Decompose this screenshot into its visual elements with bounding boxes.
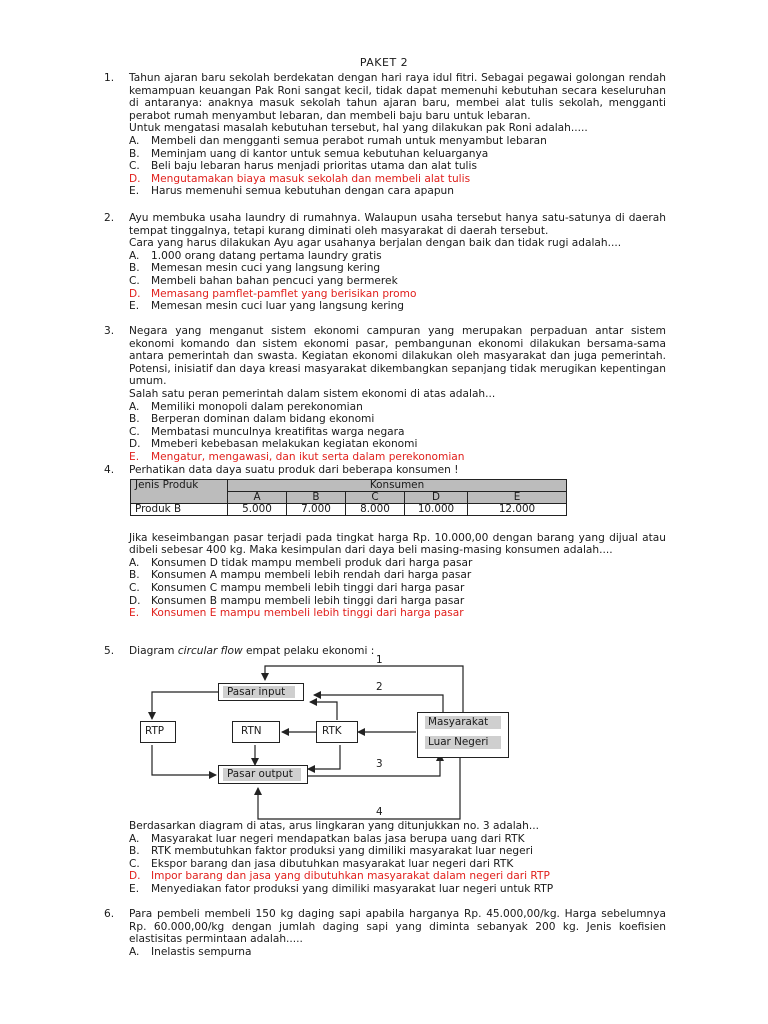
- table-header-a: A: [228, 491, 287, 503]
- pasar-output-box: Pasar output: [218, 765, 308, 784]
- option-a: A. 1.000 orang datang pertama laundry gratis: [129, 249, 382, 262]
- question-text: Negara yang menganut sistem ekonomi campuran yang merupakan perpaduan antar sistem ekonomi komando dan sistem ekonomi pasar, pembangunan ekonomi dilakukan bersama-sama antara pemerintah dan swasta. Kegiatan ekonomi dilakukan oleh masyarakat dan juga pemerintah. Potensi, inisiatif dan daya kreasi masyarakat dikembangkan sepanjang tidak merugikan kepentingan umum.: [129, 325, 666, 388]
- question-number: 2.: [104, 212, 115, 224]
- table-row: [131, 503, 567, 515]
- rtn-box: RTN: [232, 721, 280, 743]
- option-b: B. Berperan dominan dalam bidang ekonomi: [129, 413, 375, 426]
- option-c: C. Membatasi munculnya kreatifitas warga negara: [129, 425, 405, 438]
- option-b: B. Meminjam uang di kantor untuk semua kebutuhan keluarganya: [129, 147, 489, 160]
- option-a: A. Memiliki monopoli dalam perekonomian: [129, 400, 363, 413]
- options-list: [129, 833, 666, 896]
- option-d-answer: D. Mengutamakan biaya masuk sekolah dan membeli alat tulis: [129, 172, 471, 185]
- question-text: Para pembeli membeli 150 kg daging sapi apabila harganya Rp. 45.000,00/kg. Harga sebelumnya Rp. 60.000,00/kg dengan jumlah daging sapi yang diminta sebanyak 200 kg. Jenis koefisien elastisitas permintaan adalah.....: [129, 908, 666, 946]
- masyarakat-luar-negeri-box: Masyarakat Luar Negeri: [417, 712, 509, 758]
- option-c: C. Konsumen C mampu membeli lebih tinggi dari harga pasar: [129, 581, 465, 594]
- flow-number-3: 3: [376, 758, 383, 770]
- option-b: B. Memesan mesin cuci yang langsung kering: [129, 262, 381, 275]
- option-d-answer: D. Impor barang dan jasa yang dibutuhkan masyarakat dalam negeri dari RTP: [129, 870, 550, 883]
- table-cell: 8.000: [346, 503, 405, 515]
- option-a: A. Inelastis sempurna: [129, 945, 252, 958]
- option-d: D. Mmeberi kebebasan melakukan kegiatan ekonomi: [129, 438, 418, 451]
- option-b: B. Konsumen A mampu membeli lebih rendah dari harga pasar: [129, 569, 472, 582]
- option-a: A. Konsumen D tidak mampu membeli produk dari harga pasar: [129, 556, 473, 569]
- question-1: [104, 72, 666, 198]
- option-e-answer: E. Konsumen E mampu membeli lebih tinggi dari harga pasar: [129, 607, 464, 620]
- table-row-label: Produk B: [131, 503, 228, 515]
- option-e: E. Menyediakan fator produksi yang dimiliki masyarakat luar negeri untuk RTP: [129, 882, 554, 895]
- flow-number-2: 2: [376, 681, 383, 693]
- table-header-c: C: [346, 491, 405, 503]
- question-5-body: [104, 820, 666, 896]
- option-d-answer: D. Memasang pamflet-pamflet yang berisikan promo: [129, 287, 417, 300]
- question-number: 3.: [104, 325, 115, 337]
- table-header-product: Jenis Produk: [131, 479, 228, 503]
- option-c: C. Membeli bahan bahan pencuci yang bermerek: [129, 274, 398, 287]
- table-cell: 7.000: [287, 503, 346, 515]
- option-e-answer: E. Mengatur, mengawasi, dan ikut serta dalam perekonomian: [129, 450, 465, 463]
- question-prompt: Cara yang harus dilakukan Ayu agar usahanya berjalan dengan baik dan tidak rugi adalah....: [129, 237, 622, 250]
- option-e: E. Harus memenuhi semua kebutuhan dengan cara apapun: [129, 185, 454, 198]
- question-number: 6.: [104, 908, 115, 920]
- circular-flow-diagram: [130, 654, 530, 826]
- question-6: [104, 908, 666, 958]
- table-header-b: B: [287, 491, 346, 503]
- table-header-consumer: Konsumen: [228, 479, 567, 491]
- option-b: B. RTK membutuhkan faktor produksi yang dimiliki masyarakat luar negeri: [129, 845, 533, 858]
- table-header-d: D: [405, 491, 468, 503]
- question-text: Jika keseimbangan pasar terjadi pada tingkat harga Rp. 10.000,00 dengan barang yang dijual atau dibeli sebesar 400 kg. Maka kesimpulan dari daya beli masing-masing konsumen adalah....: [129, 531, 666, 557]
- rtk-box: RTK: [316, 721, 358, 743]
- question-text: Ayu membuka usaha laundry di rumahnya. Walaupun usaha tersebut hanya satu-satunya di daerah tempat tinggalnya, tetapi kurang diminati oleh masyarakat di daerah tersebut.: [129, 212, 666, 237]
- table-cell: 12.000: [468, 503, 567, 515]
- consumer-table: [130, 479, 567, 516]
- question-intro: Diagram circular flow empat pelaku ekonomi :: [129, 645, 375, 657]
- option-a: A. Masyarakat luar negeri mendapatkan balas jasa berupa uang dari RTK: [129, 832, 525, 845]
- option-e: E. Memesan mesin cuci luar yang langsung kering: [129, 300, 405, 313]
- question-intro: Perhatikan data daya suatu produk dari beberapa konsumen !: [129, 464, 459, 476]
- option-a: A. Membeli dan mengganti semua perabot rumah untuk menyambut lebaran: [129, 134, 547, 147]
- pasar-input-box: Pasar input: [218, 683, 304, 701]
- options-list: [129, 557, 666, 620]
- question-text: Tahun ajaran baru sekolah berdekatan dengan hari raya idul fitri. Sebagai pegawai golongan rendah kemampuan keuangan Pak Roni sangat kecil, tidak dapat memenuhi kebutuhan secara keseluruhan di antaranya: anaknya masuk sekolah tahun ajaran baru, membei alat tulis sekolah, mengganti perabot rumah menyambut lebaran, dan membeli baju baru untuk lebaran.: [129, 72, 666, 122]
- options-list: [129, 250, 666, 313]
- question-prompt: Salah satu peran pemerintah dalam sistem ekonomi di atas adalah...: [129, 387, 496, 400]
- table-header-e: E: [468, 491, 567, 503]
- page-title: PAKET 2: [359, 56, 409, 69]
- option-c: C. Beli baju lebaran harus menjadi prioritas utama dan alat tulis: [129, 160, 477, 173]
- options-list: [129, 401, 666, 464]
- flow-number-1: 1: [376, 654, 383, 666]
- question-2: [104, 212, 666, 313]
- flow-number-4: 4: [376, 806, 383, 818]
- options-list: [129, 135, 666, 198]
- table-cell: 5.000: [228, 503, 287, 515]
- option-d: D. Konsumen B mampu membeli lebih tinggi dari harga pasar: [129, 594, 465, 607]
- options-list: [129, 946, 666, 959]
- question-number: 1.: [104, 72, 115, 84]
- option-c: C. Ekspor barang dan jasa dibutuhkan masyarakat luar negeri dari RTK: [129, 857, 514, 870]
- rtp-box: RTP: [140, 721, 176, 743]
- question-prompt: Untuk mengatasi masalah kebutuhan tersebut, hal yang dilakukan pak Roni adalah.....: [129, 122, 588, 135]
- table-cell: 10.000: [405, 503, 468, 515]
- question-number: 5.: [104, 645, 115, 657]
- question-3: [104, 325, 666, 464]
- question-number: 4.: [104, 464, 115, 476]
- question-text: Berdasarkan diagram di atas, arus lingkaran yang ditunjukkan no. 3 adalah...: [129, 820, 539, 832]
- question-4: [104, 464, 666, 620]
